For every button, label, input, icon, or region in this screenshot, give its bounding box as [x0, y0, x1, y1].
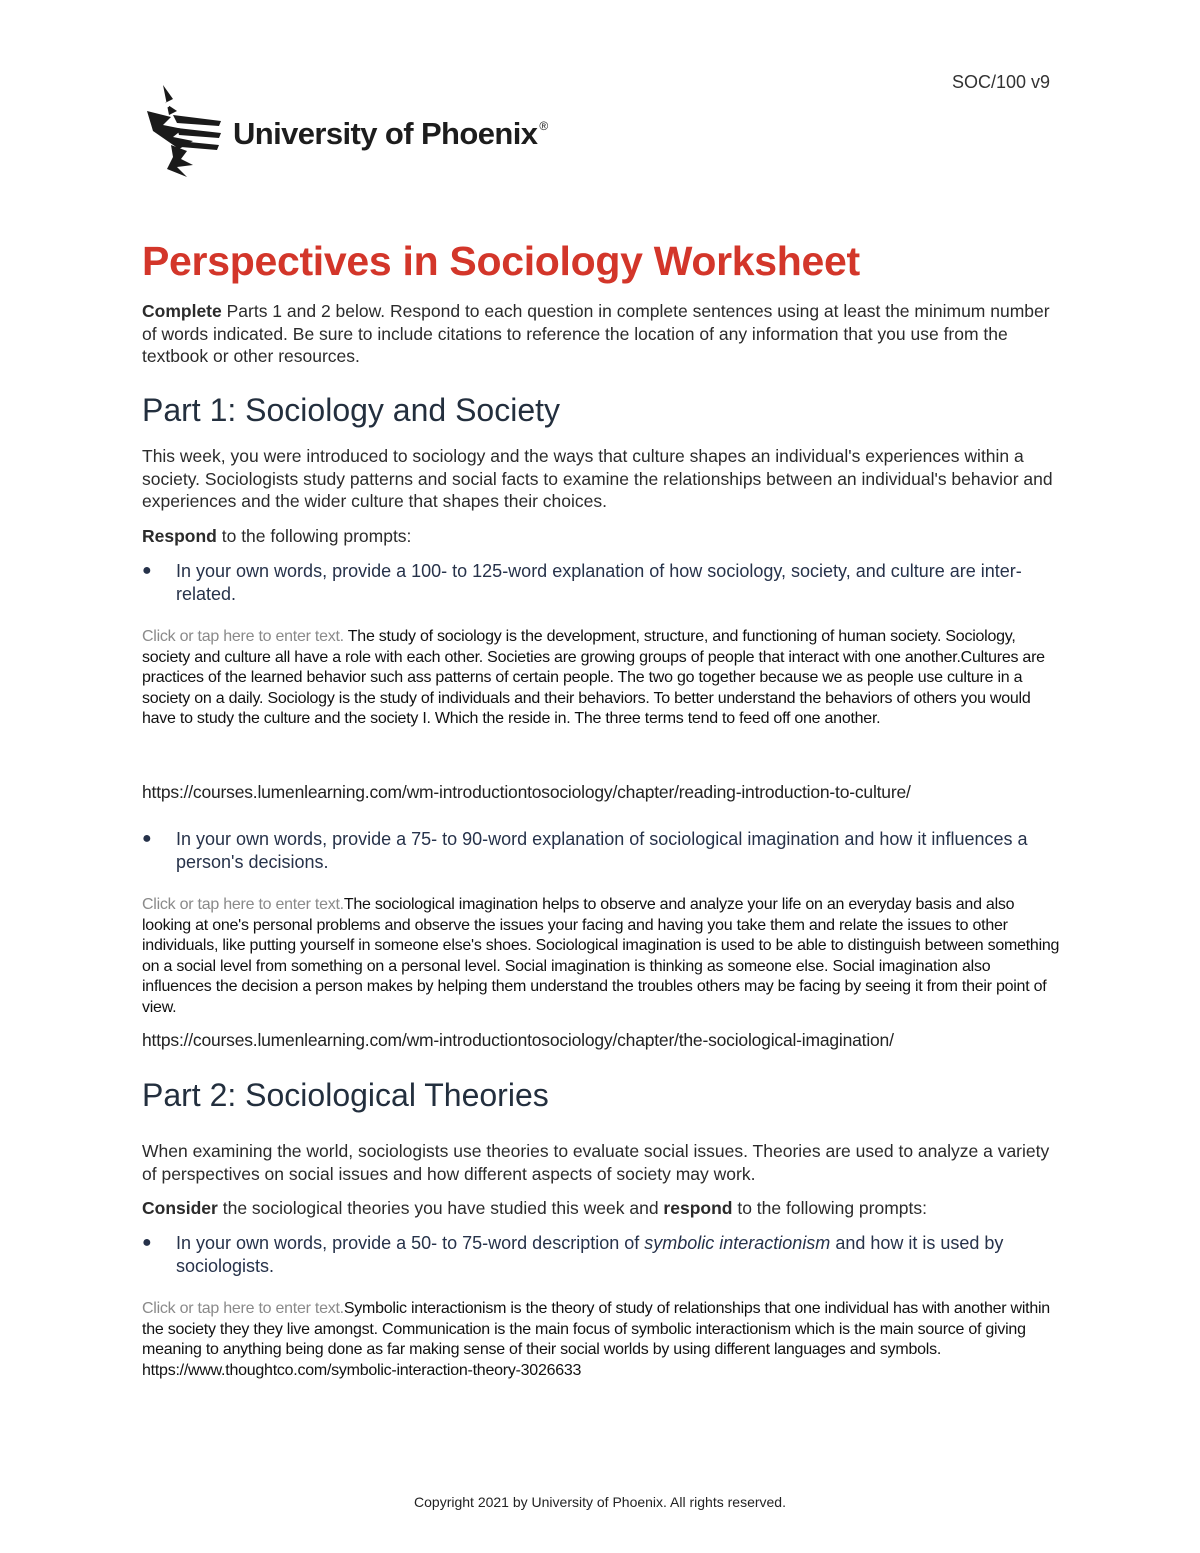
bullet-icon: ●	[142, 830, 152, 847]
part2-heading: Part 2: Sociological Theories	[142, 1077, 549, 1113]
part2-consider-instruction: Consider the sociological theories you have studied this week and respond to the following prompts:	[142, 1198, 928, 1218]
course-code: SOC/100 v9	[952, 72, 1051, 92]
answer-placeholder[interactable]: Click or tap here to enter text.	[142, 1300, 344, 1317]
university-logo	[143, 85, 548, 177]
logo-wordmark: University of Phoenix ®	[233, 116, 548, 151]
worksheet-title: Perspectives in Sociology Worksheet	[142, 238, 860, 284]
answer-placeholder[interactable]: Click or tap here to enter text.	[142, 896, 344, 913]
part1-prompt-2: ● In your own words, provide a 75- to 90-word explanation of sociological imagination and how it influences a person's decisions.	[142, 829, 1028, 872]
phoenix-bird-icon	[143, 85, 223, 177]
copyright-footer: Copyright 2021 by University of Phoenix. All rights reserved.	[414, 1494, 786, 1510]
part1-heading: Part 1: Sociology and Society	[142, 392, 561, 428]
part2-citation-1: https://www.thoughtco.com/symbolic-interaction-theory-3026633	[142, 1361, 582, 1379]
part1-prompt-1: ● In your own words, provide a 100- to 125-word explanation of how sociology, society, and culture are inter-related.	[142, 561, 1022, 604]
part2-description: When examining the world, sociologists use theories to evaluate social issues. Theories are used to analyze a variety of perspectives on social issues and how different aspects of society may work.	[142, 1141, 1050, 1184]
part1-citation-2: https://courses.lumenlearning.com/wm-introductiontosociology/chapter/the-sociological-imagination/	[142, 1030, 894, 1050]
part2-prompt-1: ● In your own words, provide a 50- to 75-word description of symbolic interactionism and how it is used by sociologists.	[142, 1233, 1004, 1276]
part1-description: This week, you were introduced to sociology and the ways that culture shapes an individual's experiences within a society. Sociologists study patterns and social facts to examine the relationships between an individual's behavior and experiences and the wider culture that shapes their choices.	[142, 446, 1053, 511]
bullet-icon: ●	[142, 562, 152, 579]
part1-answer-2[interactable]: Click or tap here to enter text.The sociological imagination helps to observe and analyze your life on an everyday basis and also looking at one's personal problems and observe the issues your facing and having you take them and relate the issues to other individuals, like putting yourself in someone else's shoes. Sociological imagination is used to be able to distinguish between something on a social level from something on a personal level. Social imagination is thinking as someone else. Social imagination also influences the decision a person makes by helping them understand the troubles others may be facing by seeing it from their point of view.	[142, 896, 1060, 1016]
intro-paragraph: Complete Parts 1 and 2 below. Respond to each question in complete sentences using at least the minimum number of words indicated. Be sure to include citations to reference the location of any information that you use from the textbook or other resources.	[142, 301, 1050, 366]
part1-citation-1: https://courses.lumenlearning.com/wm-introductiontosociology/chapter/reading-introduction-to-culture/	[142, 782, 911, 802]
part1-answer-1[interactable]: Click or tap here to enter text. The study of sociology is the development, structure, and functioning of human society. Sociology, society and culture all have a role with each other. Societies are growing groups of people that interact with one another.Cultures are practices of the learned behavior such ass patterns of certain people. The two go together because we as people use culture in a society on a daily. Sociology is the study of individuals and their behaviors. To better understand the behaviors of others you would have to study the culture and the society I. Which the reside in. The three terms tend to feed off one another.	[142, 628, 1045, 727]
part1-respond-instruction: Respond to the following prompts:	[142, 526, 412, 546]
part2-answer-1[interactable]: Click or tap here to enter text.Symbolic interactionism is the theory of study of relationships that one individual has with another within the society they they live amongst. Communication is the main focus of symbolic interactionism which is the main source of giving meaning to anything being done as far making sense of their social worlds by using different languages and symbols. https://www.thoughtco.com/symbolic-interaction-theory-3026633	[142, 1300, 1050, 1379]
bullet-icon: ●	[142, 1234, 152, 1251]
answer-placeholder[interactable]: Click or tap here to enter text.	[142, 628, 344, 645]
